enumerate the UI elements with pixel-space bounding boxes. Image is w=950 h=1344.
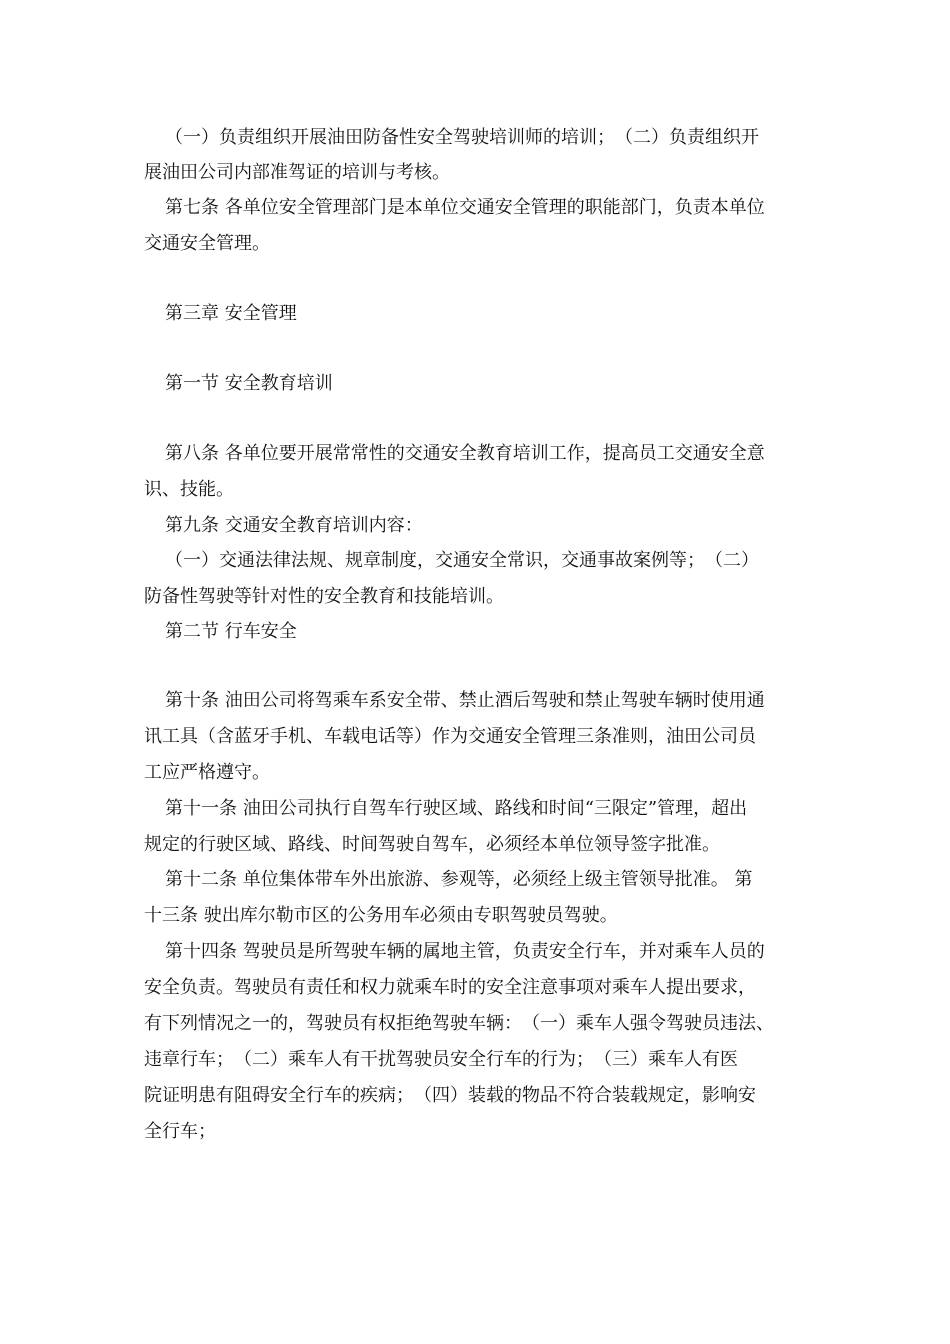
text-line: 院证明患有阻碍安全行车的疾病； （四）装载的物品不符合装载规定，影响安 [144, 1085, 756, 1106]
text-line: 第十一条 油田公司执行自驾车行驶区域、路线和时间“三限定”管理，超出 [165, 798, 748, 819]
text-line: （一）负责组织开展油田防备性安全驾驶培训师的培训； （二）负责组织开 [165, 127, 759, 148]
text-line: 第十二条 单位集体带车外出旅游、参观等，必须经上级主管领导批准。 第 [165, 869, 753, 890]
text-line: 第十条 油田公司将驾乘车系安全带、禁止酒后驾驶和禁止驾驶车辆时使用通 [165, 690, 765, 711]
chapter-heading: 第三章 安全管理 [165, 303, 297, 324]
text-line: 第八条 各单位要开展常常性的交通安全教育培训工作，提高员工交通安全意 [165, 443, 765, 464]
text-line: 安全负责。驾驶员有责任和权力就乘车时的安全注意事项对乘车人提出要求， [144, 977, 756, 998]
text-line: 违章行车； （二）乘车人有干扰驾驶员安全行车的行为； （三）乘车人有医 [144, 1049, 738, 1070]
text-line: 展油田公司内部准驾证的培训与考核。 [144, 162, 450, 183]
section-heading: 第一节 安全教育培训 [165, 373, 333, 394]
text-line: 工应严格遵守。 [144, 762, 270, 783]
text-line: 第九条 交通安全教育培训内容： [165, 515, 423, 536]
text-line: 识、技能。 [144, 479, 234, 500]
text-line: 规定的行驶区域、路线、时间驾驶自驾车，必须经本单位领导签字批准。 [144, 834, 720, 855]
text-line: 第十四条 驾驶员是所驾驶车辆的属地主管，负责安全行车，并对乘车人员的 [165, 941, 765, 962]
text-line: 全行车； [144, 1121, 216, 1142]
text-line: 有下列情况之一的，驾驶员有权拒绝驾驶车辆： （一）乘车人强令驾驶员违法、 [144, 1013, 774, 1034]
text-line: （一）交通法律法规、规章制度，交通安全常识，交通事故案例等； （二） [165, 550, 759, 571]
text-line: 十三条 驶出库尔勒市区的公务用车必须由专职驾驶员驾驶。 [144, 905, 618, 926]
text-line: 讯工具（含蓝牙手机、车载电话等）作为交通安全管理三条准则，油田公司员 [144, 726, 756, 747]
section-heading: 第二节 行车安全 [165, 621, 297, 642]
text-line: 第七条 各单位安全管理部门是本单位交通安全管理的职能部门，负责本单位 [165, 197, 765, 218]
text-line: 交通安全管理。 [144, 233, 270, 254]
text-line: 防备性驾驶等针对性的安全教育和技能培训。 [144, 586, 504, 607]
